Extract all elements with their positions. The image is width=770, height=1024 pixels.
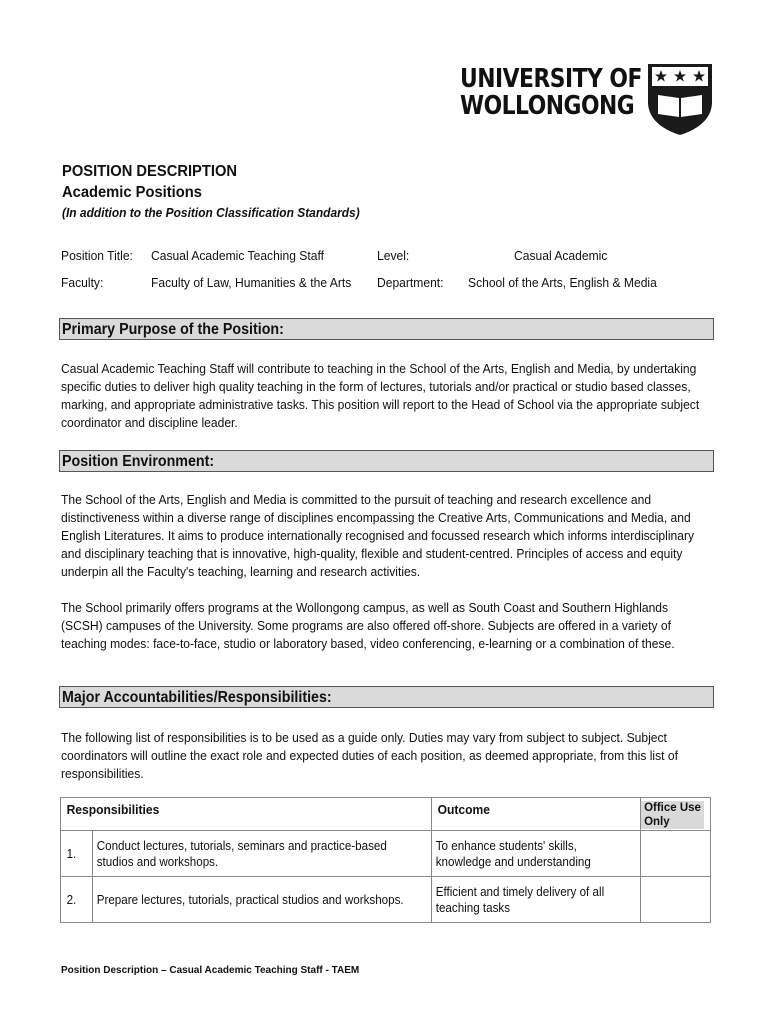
responsibilities-column-header: Responsibilities	[61, 798, 432, 831]
document-note: (In addition to the Position Classification Standards)	[62, 205, 360, 220]
faculty-label: Faculty:	[61, 275, 104, 290]
office-use-cell[interactable]	[641, 831, 711, 877]
crest-icon	[646, 62, 714, 136]
outcome-column-header: Outcome	[432, 798, 641, 831]
table-row	[61, 877, 711, 923]
document-title: POSITION DESCRIPTION	[62, 163, 238, 180]
environment-paragraph-1: The School of the Arts, English and Media is committed to the pursuit of teaching and research excellence and distinctiveness within a diverse range of disciplines encompassing the Creative Arts, Communications and Media, and English Literatures. It aims to produce internationally recognised and focussed research which informs interdisciplinary and disciplinary teaching that is innovative, high-quality, flexible and student-centred. Principles of access and equity underpin all the Faculty's teaching, learning and research activities.	[61, 492, 695, 579]
level-label: Level:	[377, 248, 410, 263]
accountabilities-header	[59, 686, 714, 708]
responsibility-cell: Prepare lectures, tutorials, practical studios and workshops.	[92, 877, 431, 923]
accountabilities-text: The following list of responsibilities is to be used as a guide only. Duties may vary from subject to subject. Subject coordinators will outline the exact role and expected duties of each position, as deemed appropriate, from this list of responsibilities.	[61, 730, 678, 781]
primary-purpose-header	[59, 318, 714, 340]
office-use-column-header	[641, 798, 711, 831]
row-number: 1.	[61, 831, 93, 877]
document-subtitle: Academic Positions	[62, 184, 202, 201]
position-title-value: Casual Academic Teaching Staff	[151, 248, 324, 263]
outcome-cell: To enhance students' skills, knowledge and understanding	[432, 831, 641, 877]
row-number: 2.	[61, 877, 93, 923]
logo-wordmark	[460, 64, 642, 121]
environment-heading: Position Environment:	[62, 453, 215, 470]
logo-line2: WOLLONGONG	[460, 91, 635, 121]
environment-paragraph-2: The School primarily offers programs at the Wollongong campus, as well as South Coast and Southern Highlands (SCSH) campuses of the University. Some programs are also offered off-shore. Subjects are offered in a variety of teaching modes: face-to-face, studio or laboratory based, video conferencing, e-learning or a combination of these.	[61, 600, 675, 651]
department-label: Department:	[377, 275, 444, 290]
position-title-label: Position Title:	[61, 248, 133, 263]
page-footer: Position Description – Casual Academic Teaching Staff - TAEM	[61, 965, 360, 976]
document-heading	[62, 162, 386, 222]
level-value: Casual Academic	[514, 248, 608, 263]
responsibility-cell: Conduct lectures, tutorials, seminars and practice-based studios and workshops.	[92, 831, 431, 877]
environment-header	[59, 450, 714, 472]
accountabilities-heading: Major Accountabilities/Responsibilities:	[62, 689, 332, 706]
office-use-label: Office Use Only	[641, 801, 704, 829]
primary-purpose-heading: Primary Purpose of the Position:	[62, 321, 284, 338]
university-logo	[460, 62, 715, 136]
outcome-cell: Efficient and timely delivery of all teaching tasks	[432, 877, 641, 923]
table-header-row	[61, 798, 711, 831]
office-use-cell[interactable]	[641, 877, 711, 923]
responsibilities-table	[60, 797, 711, 923]
primary-purpose-text: Casual Academic Teaching Staff will contribute to teaching in the School of the Arts, English and Media, by undertaking specific duties to deliver high quality teaching in the form of lectures, tutorials and/or practical or studio based classes, marking, and appropriate administrative tasks. This position will report to the Head of School via the appropriate subject coordinator and discipline leader.	[61, 361, 700, 430]
logo-line1: UNIVERSITY OF	[460, 64, 642, 94]
department-value: School of the Arts, English & Media	[468, 275, 657, 290]
table-row	[61, 831, 711, 877]
faculty-value: Faculty of Law, Humanities & the Arts	[151, 275, 352, 290]
